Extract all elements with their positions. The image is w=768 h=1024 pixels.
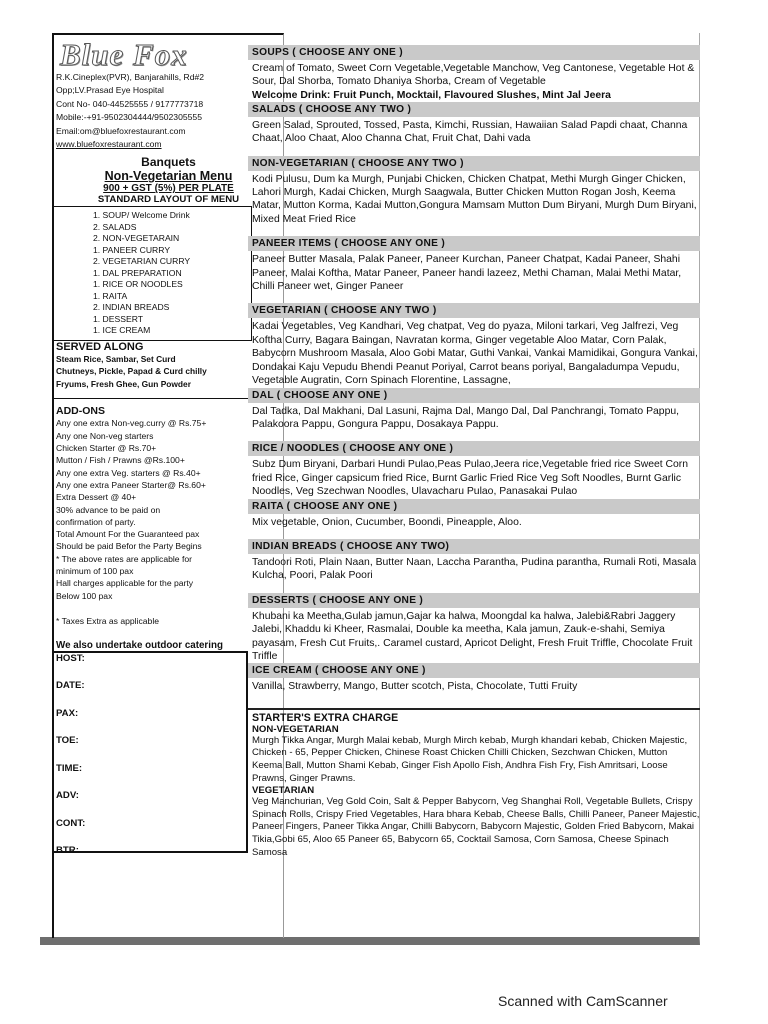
list-item: 1. RAITA <box>93 290 128 301</box>
section-title: NON-VEGETARIAN ( CHOOSE ANY TWO ) <box>248 156 700 171</box>
layout-list <box>52 206 252 341</box>
starters-nonveg-body: Murgh Tikka Angar, Murgh Malai kebab, Murgh Mirch kebab, Murgh khandari kebab, Chicken Majestic, Chicken - 65, Pepper Chicken, Chinese Roast Chicken Chilli Chicken, Sezchwan Chicken, Mutton Keema Ball, Mutton Shami Kebab, Ginger Fish Apollo Fish, Andhra Fish Fry, Fish Amritsari, Loose Prawns, Ginger Prawns. <box>252 734 688 784</box>
section-icecream <box>248 663 700 693</box>
banquets-title: Banquets <box>141 155 196 170</box>
section-body: Dal Tadka, Dal Makhani, Dal Lasuni, Rajma Dal, Mango Dal, Dal Panchrangi, Tomato Pappu, Palakoora Pappu, Gongura Pappu, Dosakaya Pappu. <box>252 405 680 430</box>
section-body: Tandoori Roti, Plain Naan, Butter Naan, Laccha Parantha, Pudina parantha, Rumali Roti, Masala Kulcha, Poori, Palak Poori <box>252 556 697 582</box>
booking-form <box>52 651 248 857</box>
section-body: Kadai Vegetables, Veg Kandhari, Veg chatpat, Veg do pyaza, Miloni tarkari, Veg Jalfrezi, Veg Koftha Curry, Bagara Baingan, Navratan korma, Ginger vegetable Aloo Matar, Corn Palak, Babycorn Mushroom Masala, Aloo Gobi Matar, Guthi Vankai, Vankai Mamidikai, Gongura Vankai, Dondakai Kaju Vepudu Bhendi Peanut Poriyal, Carrot beans poriyal, Bangaladumpa Vepudu, Vegetable Augratin, Corn Spinach Florentine, Lassagne, <box>252 321 698 387</box>
section-raita <box>248 499 700 529</box>
starters-veg-body: Veg Manchurian, Veg Gold Coin, Salt & Pepper Babycorn, Veg Shanghai Roll, Vegetable Bullets, Crispy Spinach Rolls, Crispy Fried Vegetables, Hara bhara Kebab, Cheese Balls, Chilli Paneer, Paneer Majestic, Paneer Fingers, Paneer Tikka Angar, Chilli Babycorn, Babycorn Majestic, Golden Fried Babycorn, Makai Tikia,Gobi 65, Aloo 65 Paneer 65, Babycorn 65, Cocktail Samosa, Corn Samosa, Cheese Spinach Samosa <box>252 796 700 858</box>
section-body: Khubani ka Meetha,Gulab jamun,Gajar ka halwa, Moongdal ka halwa, Jalebi&Rabri Jaggery Jalebi, Khaddu ki Kheer, Rasmalai, Double ka meetha, Kala jamun, Zauk-e-shahi, Semiya payasam, Fresh Cut Fruits,. Caramel custard, Apricot Delight, Fresh Fruit Triffle, Chocolate Fruit Triffle <box>252 610 693 662</box>
form-field-cont: CONT: <box>56 817 86 829</box>
section-rice <box>248 441 700 498</box>
section-title: PANEER ITEMS ( CHOOSE ANY ONE ) <box>248 236 700 251</box>
welcome-drink: Welcome Drink: Fruit Punch, Mocktail, Flavoured Slushes, Mint Jal Jeera <box>252 89 611 101</box>
list-item: 30% advance to be paid on <box>56 504 161 515</box>
price-per-plate: 900 + GST (5%) PER PLATE <box>103 183 234 195</box>
list-item: Chicken Starter @ Rs.70+ <box>56 443 157 454</box>
list-item: * The above rates are applicable for <box>56 553 192 564</box>
list-item: 1. PANEER CURRY <box>93 244 171 255</box>
starters-nonveg-title: NON-VEGETARIAN <box>252 723 339 735</box>
section-title: INDIAN BREADS ( CHOOSE ANY TWO) <box>248 539 700 554</box>
list-item: Extra Dessert @ 40+ <box>56 492 137 503</box>
form-field-toe: TOE: <box>56 735 79 747</box>
list-item: Total Amount For the Guaranteed pax <box>56 529 200 540</box>
section-breads <box>248 539 700 583</box>
list-item: Any one Non-veg starters <box>56 430 154 441</box>
outdoor-catering-note: We also undertake outdoor catering <box>56 639 223 651</box>
section-body: Cream of Tomato, Sweet Corn Vegetable,Vegetable Manchow, Veg Cantonese, Vegetable Hot & Sour, Dal Shorba, Tomato Dhaniya Shorba, Cream of Vegetable <box>252 63 695 88</box>
address-line: Cont No- 040-44525555 / 9177773718 <box>56 98 204 109</box>
list-item: minimum of 100 pax <box>56 566 134 576</box>
right-column <box>248 45 700 859</box>
list-item: Fryums, Fresh Ghee, Gun Powder <box>56 378 191 389</box>
list-item: 1. DESSERT <box>93 313 143 324</box>
list-item: 2. VEGETARIAN CURRY <box>93 256 191 267</box>
section-salads <box>248 102 700 146</box>
section-title: DAL ( CHOOSE ANY ONE ) <box>248 388 700 403</box>
list-item: Mutton / Fish / Prawns @Rs.100+ <box>56 455 185 466</box>
section-vegetarian <box>248 303 700 387</box>
brand-logo: Blue Fox <box>60 37 188 72</box>
address-line: Opp;LV.Prasad Eye Hospital <box>56 85 164 96</box>
starters-title: STARTER'S EXTRA CHARGE <box>248 708 700 724</box>
section-desserts <box>248 593 700 664</box>
section-title: RAITA ( CHOOSE ANY ONE ) <box>248 499 700 514</box>
form-field-time: TIME: <box>56 762 83 774</box>
menu-name: Non-Vegetarian Menu <box>104 169 233 184</box>
section-body: Mix vegetable, Onion, Cucumber, Boondi, Pineapple, Aloo. <box>252 516 522 528</box>
scanner-watermark: Scanned with CamScanner <box>498 993 668 1009</box>
list-item: Should be paid Befor the Party Begins <box>56 541 202 552</box>
standard-layout-title: STANDARD LAYOUT OF MENU <box>97 194 240 206</box>
list-item: 2. SALADS <box>93 221 137 232</box>
section-paneer <box>248 236 700 293</box>
list-item: 1. DAL PREPARATION <box>93 267 182 278</box>
section-nonveg <box>248 156 700 227</box>
address-line: Email:om@bluefoxrestaurant.com <box>56 125 186 136</box>
address-line: R.K.Cineplex(PVR), Banjarahills, Rd#2 <box>56 72 205 82</box>
form-field-pax: PAX: <box>56 707 79 719</box>
list-item: confirmation of party. <box>56 516 136 527</box>
section-dal <box>248 388 700 432</box>
list-item: Chutneys, Pickle, Papad & Curd chilly <box>56 366 207 377</box>
section-soups <box>248 45 700 89</box>
section-body: Paneer Butter Masala, Palak Paneer, Paneer Kurchan, Paneer Chatpat, Kadai Paneer, Shahi Paneer, Malai Koftha, Matar Paneer, Paneer handi lazeez, Methi Chaman, Malai Methi Matar, Chilli Paneer wet, Ginger Paneer <box>252 254 682 293</box>
section-body: Green Salad, Sprouted, Tossed, Pasta, Kimchi, Russian, Hawaiian Salad Papdi chaat, Channa Chaat, Aloo Chaat, Aloo Channa Chat, Fruit Chat, Dahi vada <box>252 119 688 145</box>
taxes-note: * Taxes Extra as applicable <box>56 615 160 626</box>
section-body: Subz Dum Biryani, Darbari Hundi Pulao,Peas Pulao,Jeera rice,Vegetable fried rice Sweet Corn fried Rice, Ginger capsicum fried Rice, Burnt Garlic Fried Rice Veg Soft Noodles, Burnt Garlic Noodles, Veg Szechwan Noodles, Ulavacharu Pulao, Panasakai Pulao <box>252 459 689 498</box>
list-item: Any one extra Non-veg.curry @ Rs.75+ <box>56 418 207 429</box>
list-item: Any one extra Veg. starters @ Rs.40+ <box>56 467 201 478</box>
section-title: RICE / NOODLES ( CHOOSE ANY ONE ) <box>248 441 700 456</box>
section-title: ICE CREAM ( CHOOSE ANY ONE ) <box>248 663 700 678</box>
form-field-btr: BTR: <box>56 845 79 857</box>
form-field-host: HOST: <box>56 652 85 664</box>
list-item: 1. SOUP/ Welcome Drink <box>93 210 190 221</box>
address-line: Mobile:-+91-9502304444/9502305555 <box>56 112 202 123</box>
website-link[interactable]: www.bluefoxrestaurant.com <box>56 139 162 150</box>
form-field-date: DATE: <box>56 680 85 692</box>
section-title: SALADS ( CHOOSE ANY TWO ) <box>248 102 700 117</box>
list-item: Below 100 pax <box>56 590 113 601</box>
section-body: Kodi Pulusu, Dum ka Murgh, Punjabi Chicken, Chicken Chatpat, Methi Murgh Ginger Chicken, Lahori Murgh, Kadai Chicken, Murgh Saagwala, Butter Chicken Mutton Rogan Josh, Keema Matar, Mutton Korma, Kadai Mutton,Gongura Mamsam Mutton Dum Biryani, Murgh Dum Biryani, Mixed Meat Fried Rice <box>252 173 697 225</box>
addons-title: ADD-ONS <box>56 405 105 418</box>
list-item: 1. ICE CREAM <box>93 325 151 336</box>
section-title: VEGETARIAN ( CHOOSE ANY TWO ) <box>248 303 700 318</box>
section-title: DESSERTS ( CHOOSE ANY ONE ) <box>248 593 700 608</box>
section-body: Vanilla, Strawberry, Mango, Butter scotch, Pista, Chocolate, Tutti Fruity <box>252 681 578 693</box>
served-along-title: SERVED ALONG <box>56 340 144 353</box>
list-item: Any one extra Paneer Starter@ Rs.60+ <box>56 479 206 490</box>
list-item: Steam Rice, Sambar, Set Curd <box>56 353 176 364</box>
menu-page <box>40 33 700 945</box>
section-title: SOUPS ( CHOOSE ANY ONE ) <box>248 45 700 60</box>
list-item: 2. NON-VEGETARAIN <box>93 233 180 244</box>
form-field-adv: ADV: <box>56 790 79 802</box>
list-item: 2. INDIAN BREADS <box>93 302 170 313</box>
list-item: Hall charges applicable for the party <box>56 578 194 589</box>
list-item: 1. RICE OR NOODLES <box>93 279 183 290</box>
starters-veg-title: VEGETARIAN <box>252 785 315 797</box>
